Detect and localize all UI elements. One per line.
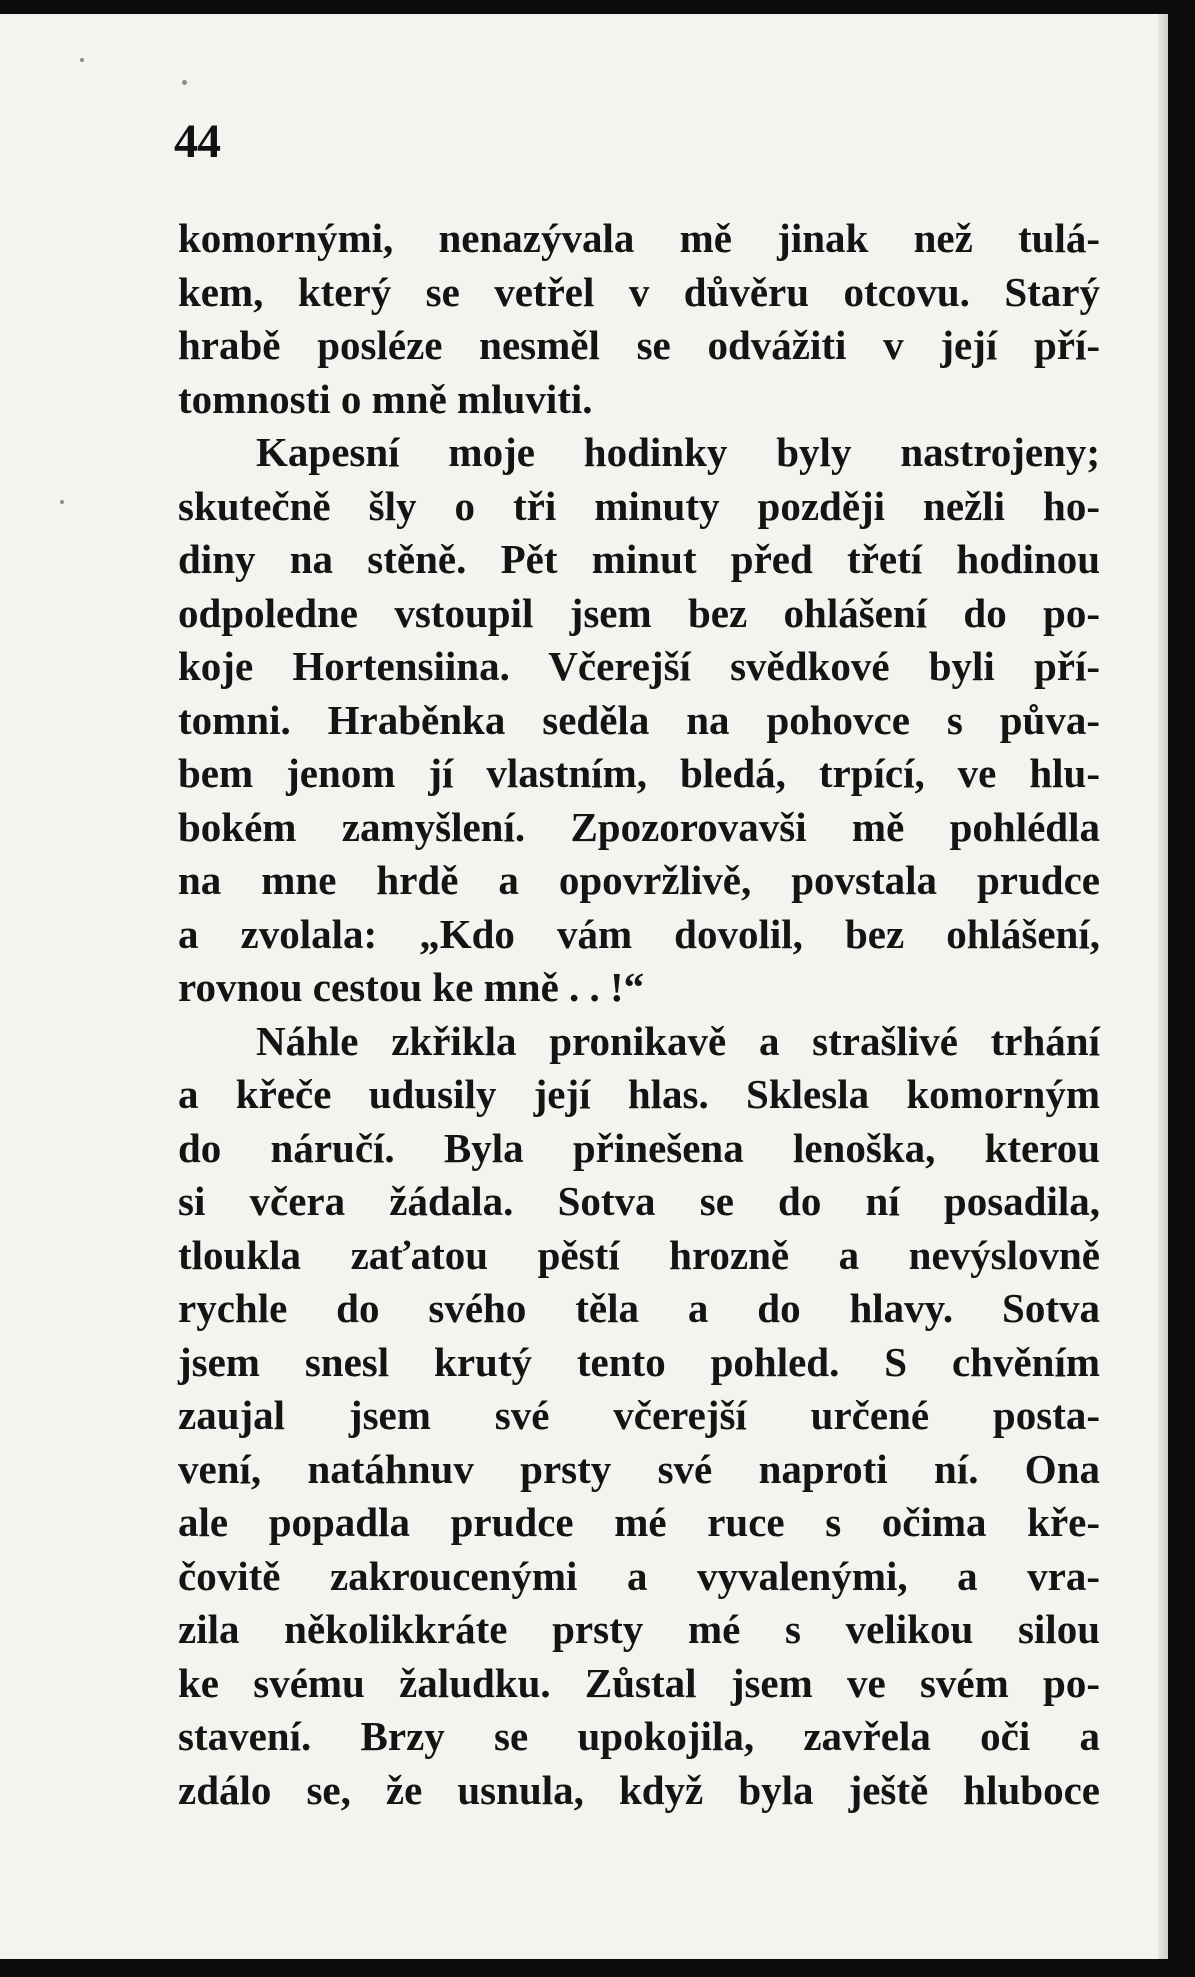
print-speck [80, 58, 84, 62]
text-line: tloukla zaťatou pěstí hrozně a nevýslovně [178, 1231, 1100, 1278]
text-line: diny na stěně. Pět minut před třetí hodinou [178, 536, 1100, 582]
page-number: 44 [174, 115, 220, 168]
text-line: koje Hortensiina. Včerejší svědkové byli pří- [178, 643, 1100, 689]
text-line: rychle do svého těla a do hlavy. Sotva [178, 1285, 1100, 1331]
text-line: rovnou cestou ke mně . . !“ [178, 964, 645, 1010]
text-line: kem, který se vetřel v důvěru otcovu. Starý [178, 268, 1100, 315]
text-line: si včera žádala. Sotva se do ní posadila, [178, 1178, 1100, 1224]
text-line: tomnosti o mně mluviti. [178, 375, 593, 422]
body-text [178, 212, 1100, 1817]
text-line: hrabě posléze nesměl se odvážiti v její pří- [178, 322, 1100, 368]
text-line: zaujal jsem své včerejší určené posta- [178, 1392, 1100, 1438]
text-line: Kapesní moje hodinky byly nastrojeny; [256, 429, 1100, 475]
text-line: bem jenom jí vlastním, bledá, trpící, ve hlu- [178, 750, 1100, 796]
text-line: ke svému žaludku. Zůstal jsem ve svém po- [178, 1659, 1100, 1706]
text-line: komornými, nenazývala mě jinak než tulá- [178, 215, 1100, 261]
page-edge-shadow [1158, 14, 1168, 1959]
text-line: tomni. Hraběnka seděla na pohovce s půva- [178, 696, 1100, 743]
print-speck [60, 500, 64, 504]
text-line: odpoledne vstoupil jsem bez ohlášení do po- [178, 589, 1100, 636]
text-line: bokém zamyšlení. Zpozorovavši mě pohlédla [178, 803, 1100, 850]
text-line: do náručí. Byla přinešena lenoška, kterou [178, 1124, 1100, 1171]
text-line: skutečně šly o tři minuty později nežli ho- [178, 482, 1100, 529]
text-line: Náhle zkřikla pronikavě a strašlivé trhání [256, 1017, 1100, 1064]
text-line: čovitě zakroucenými a vyvalenými, a vra- [178, 1552, 1100, 1599]
text-line: na mne hrdě a opovržlivě, povstala prudce [178, 857, 1100, 903]
text-line: jsem snesl krutý tento pohled. S chvěním [178, 1338, 1100, 1385]
text-line: stavení. Brzy se upokojila, zavřela oči a [178, 1713, 1100, 1759]
text-line: a křeče udusily její hlas. Sklesla komorným [178, 1071, 1100, 1117]
text-line: zdálo se, že usnula, když byla ještě hluboce [178, 1766, 1100, 1813]
book-page [0, 14, 1168, 1959]
text-line: zila několikkráte prsty mé s velikou silou [178, 1606, 1100, 1652]
text-line: vení, natáhnuv prsty své naproti ní. Ona [178, 1445, 1100, 1492]
text-line: ale popadla prudce mé ruce s očima kře- [178, 1499, 1100, 1545]
print-speck [182, 80, 187, 85]
text-line: a zvolala: „Kdo vám dovolil, bez ohlášení, [178, 910, 1100, 957]
